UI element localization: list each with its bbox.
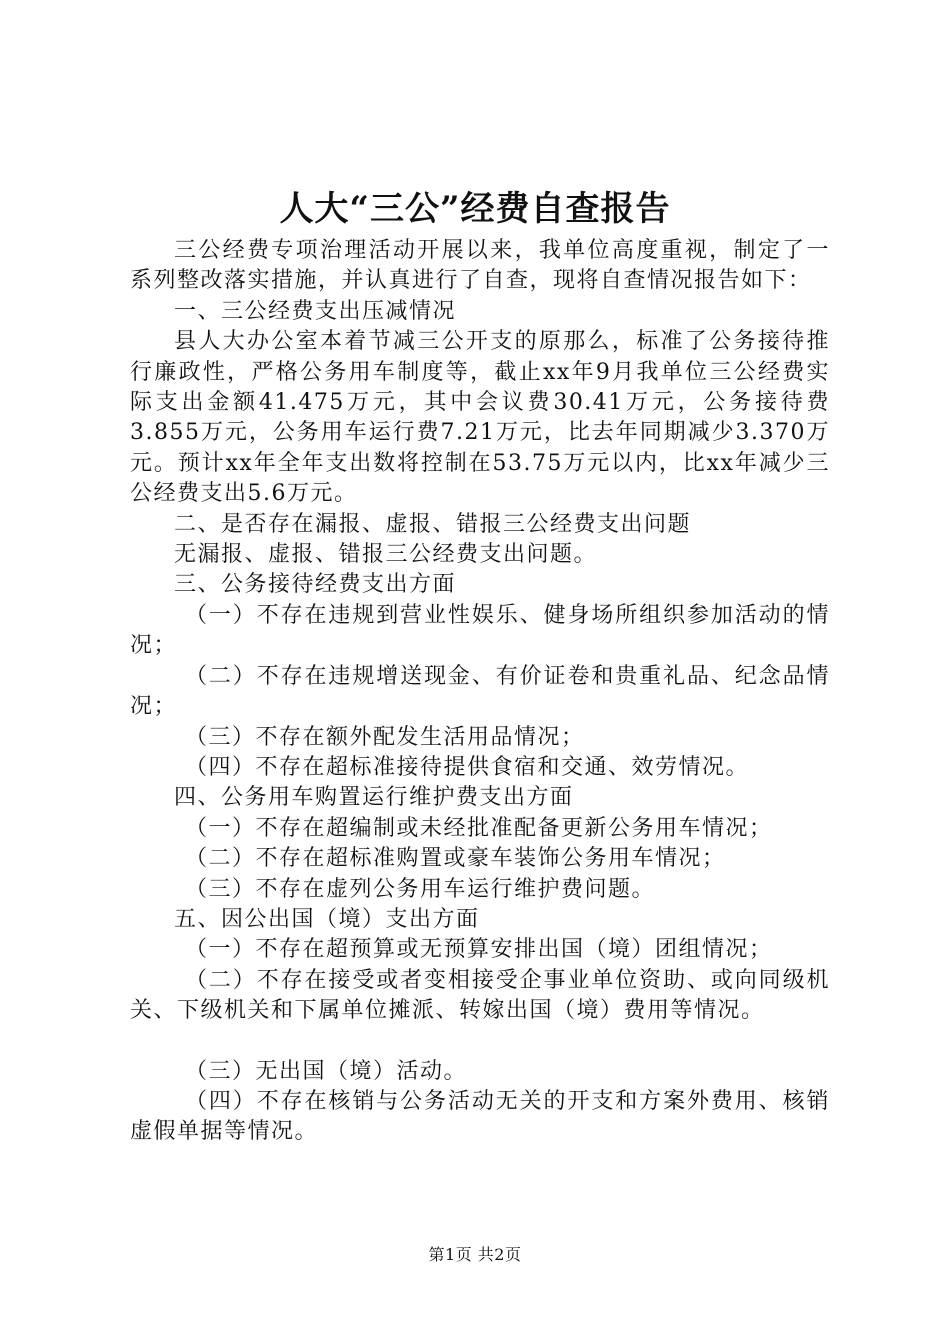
section-5-item-2: （二）不存在接受或者变相接受企事业单位资助、或向同级机关、下级机关和下属单位摊派、转嫁出国（境）费用等情况。 (130, 967, 830, 1024)
section-heading-3: 三、公务接待经费支出方面 (174, 572, 457, 598)
page-footer: 第1页 共2页 (428, 1245, 522, 1264)
document-body (130, 236, 830, 1148)
section-heading-2: 二、是否存在漏报、虚报、错报三公经费支出问题 (174, 511, 692, 537)
document-title: 人大“三公”经费自查报告 (279, 189, 671, 229)
section-heading-1: 一、三公经费支出压减情况 (174, 298, 457, 324)
section-5-item-1: （一）不存在超预算或无预算安排出国（境）团组情况； (185, 937, 773, 963)
section-1-paragraph: 县人大办公室本着节减三公开支的原那么，标准了公务接待推行廉政性，严格公务用车制度等，截止xx年9月我单位三公经费实际支出金额41.475万元，其中会议费30.41万元，公务接待费3.855万元，公务用车运行费7.21万元，比去年同期减少3.370万元。预计xx年全年支出数将控制在53.75万元以内，比xx年减少三公经费支出5.6万元。 (130, 329, 830, 507)
section-4-item-2: （二）不存在超标准购置或豪车装饰公务用车情况； (185, 846, 726, 872)
section-4-item-1: （一）不存在超编制或未经批准配备更新公务用车情况； (185, 815, 773, 841)
section-5-item-4: （四）不存在核销与公务活动无关的开支和方案外费用、核销虚假单据等情况。 (130, 1088, 830, 1145)
section-heading-4: 四、公务用车购置运行维护费支出方面 (174, 785, 574, 811)
section-3-item-4: （四）不存在超标准接待提供食宿和交通、效劳情况。 (185, 754, 750, 780)
section-5-item-3: （三）无出国（境）活动。 (185, 1058, 468, 1084)
section-2-paragraph: 无漏报、虚报、错报三公经费支出问题。 (174, 542, 598, 568)
section-3-item-2: （二）不存在违规增送现金、有价证卷和贵重礼品、纪念品情况； (130, 663, 830, 720)
section-heading-5: 五、因公出国（境）支出方面 (174, 906, 480, 932)
section-4-item-3: （三）不存在虚列公务用车运行维护费问题。 (185, 876, 656, 902)
section-3-item-1: （一）不存在违规到营业性娱乐、健身场所组织参加活动的情况； (130, 602, 830, 659)
blank-line (130, 1027, 830, 1057)
section-3-item-3: （三）不存在额外配发生活用品情况； (185, 724, 585, 750)
intro-paragraph: 三公经费专项治理活动开展以来，我单位高度重视，制定了一系列整改落实措施，并认真进行了自查，现将自查情况报告如下： (130, 238, 830, 294)
